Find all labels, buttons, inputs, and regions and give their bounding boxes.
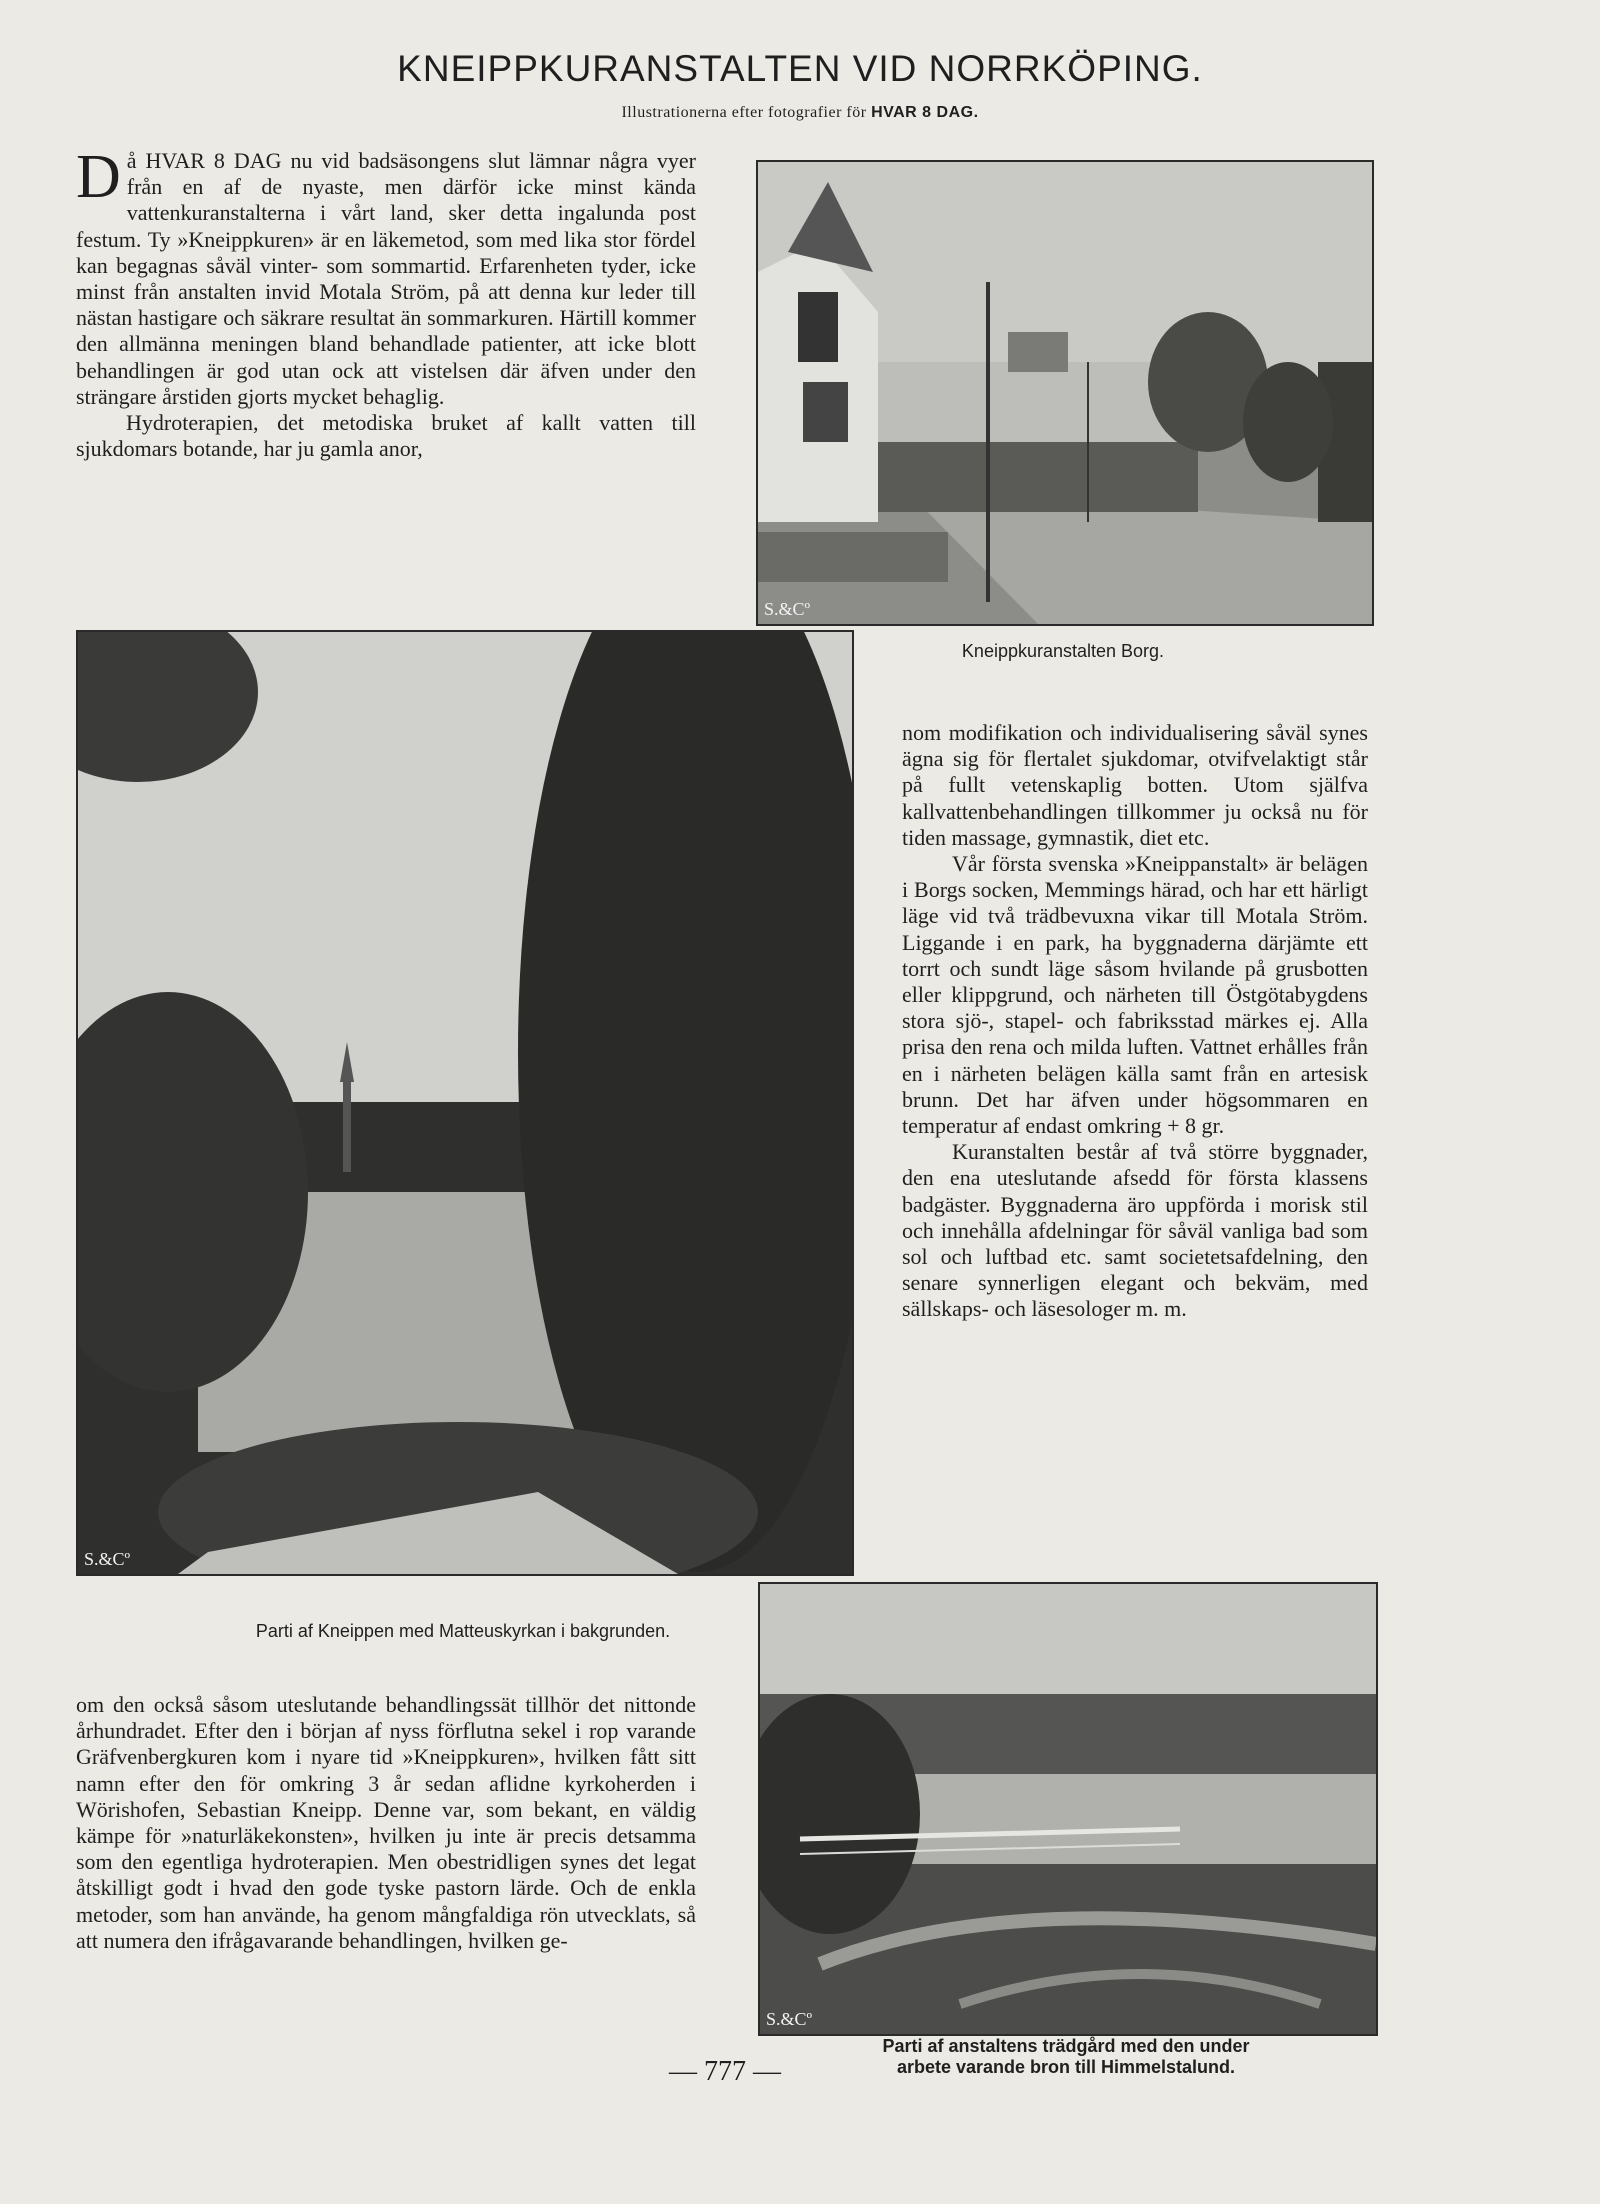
page-subtitle — [0, 104, 1600, 122]
photo-stamp: S.&Cº — [84, 1549, 131, 1569]
drop-cap: D — [76, 143, 121, 211]
garden-bridge-illustration — [760, 1584, 1376, 2034]
bottom-text-column — [76, 1692, 696, 1954]
intro-text-column — [76, 143, 696, 462]
caption-garden-line-2: arbete varande bron till Himmelstalund. — [896, 2057, 1236, 2077]
intro-paragraph — [76, 143, 696, 410]
photo-stamp: S.&Cº — [766, 2009, 813, 2029]
right-paragraph-2: Vår första svenska »Kneippanstalt» är belägen i Borgs socken, Memmings härad, och har ett härligt läge vid två trädbevuxna vikar till Motala Ström. Liggande i en park, ha byggnaderna därjämte ett torrt och sundt läge såsom hvilande på grusbotten eller klippgrund, och närheten till Östgötabygdens stora sjö-, stapel- och fabriksstad märkes ej. Alla prisa den rena och milda luften. Vattnet erhålles från en i närheten belägen källa samt från en artesisk brunn. Det har äfven under högsommaren en temperatur af endast omkring + 8 gr. — [902, 851, 1368, 1139]
caption-garden-line-1: Parti af anstaltens trädgård med den under — [882, 2036, 1250, 2056]
right-text-column — [902, 720, 1368, 1323]
bottom-paragraph: om den också såsom uteslutande behandlingssät tillhör det nittonde århundradet. Efter den i början af nyss förflutna sekel i rop varande Gräfvenbergkuren kom i nyare tid »Kneippkuren», hvilken fått sitt namn efter den för omkring 3 år sedan aflidne kyrkoherden i Wörishofen, Sebastian Kneipp. Denne var, som bekant, en väldig kämpe för »naturläkekonsten», hvilken ju inte är precis detsamma som den egentliga hydroterapien. Men obestridligen synes det legat åtskilligt godt i hvad den gode tyske pastorn lärde. Och de enkla metoder, som han använde, ha genom mångfaldiga rön utvecklats, så att numera den ifrågavarande behandlingen, hvilken ge- — [76, 1692, 696, 1953]
subtitle-prefix: Illustrationerna efter fotografier för — [621, 104, 867, 121]
subtitle-publisher: HVAR 8 DAG. — [871, 104, 979, 121]
photo-stamp: S.&Cº — [764, 599, 811, 619]
river-church-illustration — [78, 632, 852, 1574]
building-street-illustration — [758, 162, 1372, 624]
intro-paragraph-text: å HVAR 8 DAG nu vid badsäsongens slut lämnar några vyer från en af de nyaste, men därför icke minst kända vattenkuranstalterna i vårt land, sker detta ingalunda post festum. Ty »Kneippkuren» är en läkemetod, som med lika stor fördel kan begagnas såväl vinter- som sommartid. Erfarenheten tyder, icke minst från anstalten invid Motala Ström, på att denna kur leder till nästan hastigare och säkrare resultat än sommarkuren. Härtill kommer den allmänna meningen bland behandlade patienter, att icke blott behandlingen är god utan ock att vistelsen där äfven under den strängare årstiden gjorts mycket behaglig. — [76, 148, 696, 409]
page-title: KNEIPPKURANSTALTEN VID NORRKÖPING. — [397, 48, 1203, 89]
caption-borg: Kneippkuranstalten Borg. — [961, 641, 1165, 661]
caption-river: Parti af Kneippen med Matteuskyrkan i bakgrunden. — [255, 1621, 671, 1641]
photo-river-matteuskyrkan — [76, 630, 854, 1576]
caption-garden — [758, 2036, 1374, 2078]
photo-kneippkuranstalten-borg — [756, 160, 1374, 626]
photo-garden-bridge — [758, 1582, 1378, 2036]
right-paragraph-3: Kuranstalten består af två större byggnader, den ena uteslutande afsedd för första klassens badgäster. Byggnaderna äro uppförda i morisk stil och innehålla afdelningar för såväl vanliga bad som sol och luftbad etc. samt societetsafdelning, den senare synnerligen elegant och bekväm, med sällskaps- och läsesologer m. m. — [902, 1139, 1368, 1322]
right-paragraph-1: nom modifikation och individualisering såväl synes ägna sig för flertalet sjukdomar, otvifvelaktigt står på fullt vetenskaplig botten. Utom själfva kallvattenbehandlingen tillkommer ju också nu för tiden massage, gymnastik, diet etc. — [902, 720, 1368, 850]
page-number: — 777 — — [669, 2056, 781, 2087]
hydrotherapy-paragraph: Hydroterapien, det metodiska bruket af kallt vatten till sjukdomars botande, har ju gamla anor, — [76, 410, 696, 462]
